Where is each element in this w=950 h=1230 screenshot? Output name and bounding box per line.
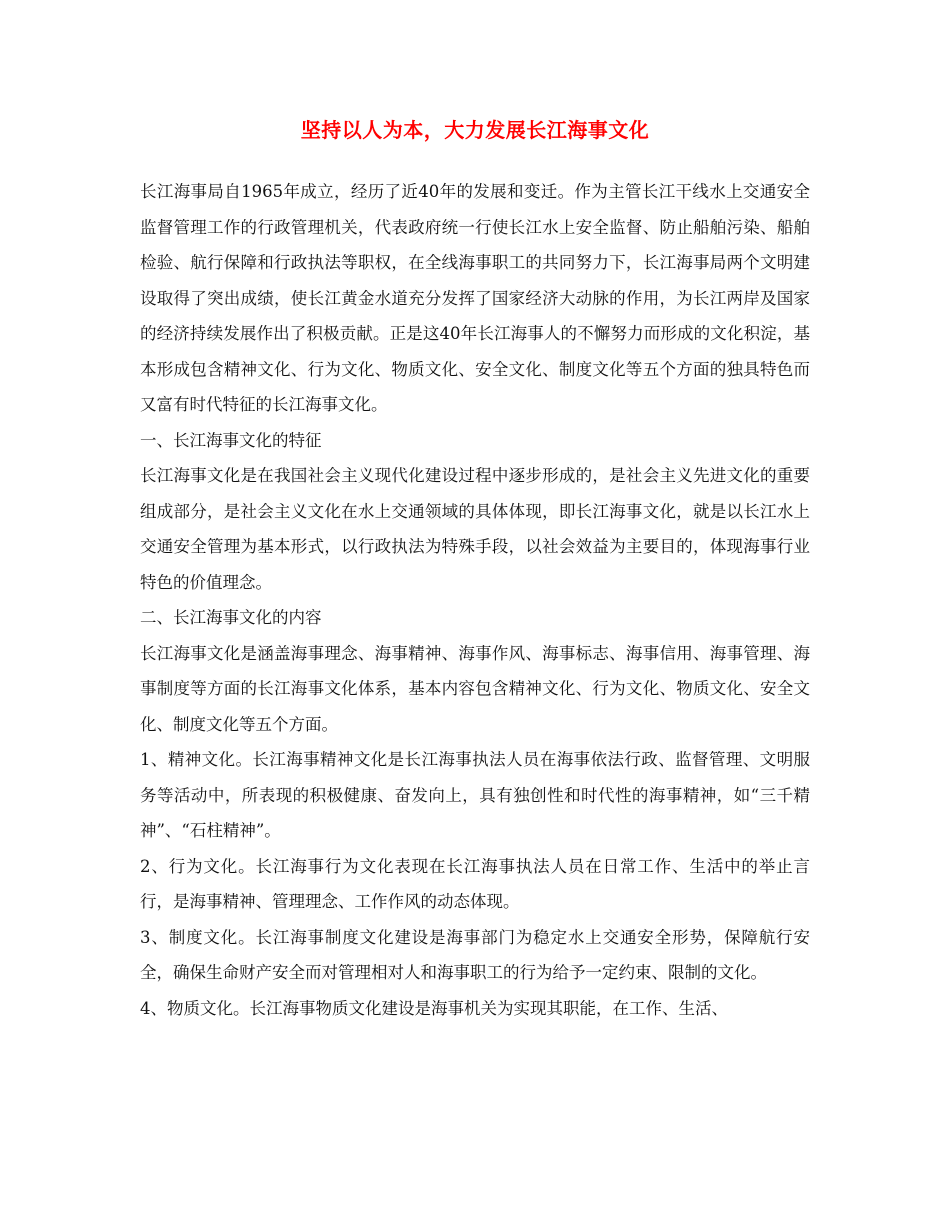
- paragraph-behavior-culture: 2、行为文化。长江海事行为文化表现在长江海事执法人员在日常工作、生活中的举止言行，是海事精神、管理理念、工作作风的动态体现。: [140, 856, 810, 911]
- paragraph-material-culture: 4、物质文化。长江海事物质文化建设是海事机关为实现其职能，在工作、生活、: [140, 998, 728, 1018]
- paragraph-system-culture: 3、制度文化。长江海事制度文化建设是海事部门为稳定水上交通安全形势，保障航行安全，确保生命财产安全而对管理相对人和海事职工的行为给予一定约束、限制的文化。: [140, 927, 810, 982]
- document-body: [140, 174, 810, 1026]
- paragraph-features: 长江海事文化是在我国社会主义现代化建设过程中逐步形成的，是社会主义先进文化的重要组成部分，是社会主义文化在水上交通领域的具体体现，即长江海事文化，就是以长江水上交通安全管理为基本形式，以行政执法为特殊手段，以社会效益为主要目的，体现海事行业特色的价值理念。: [140, 466, 810, 592]
- paragraph-intro: 长江海事局自1965年成立，经历了近40年的发展和变迁。作为主管长江干线水上交通安全监督管理工作的行政管理机关，代表政府统一行使长江水上安全监督、防止船舶污染、船舶检验、航行保障和行政执法等职权，在全线海事职工的共同努力下，长江海事局两个文明建设取得了突出成绩，使长江黄金水道充分发挥了国家经济大动脉的作用，为长江两岸及国家的经济持续发展作出了积极贡献。正是这40年长江海事人的不懈努力而形成的文化积淀，基本形成包含精神文化、行为文化、物质文化、安全文化、制度文化等五个方面的独具特色而又富有时代特征的长江海事文化。: [140, 182, 810, 414]
- paragraph-content: 长江海事文化是涵盖海事理念、海事精神、海事作风、海事标志、海事信用、海事管理、海事制度等方面的长江海事文化体系，基本内容包含精神文化、行为文化、物质文化、安全文化、制度文化等五个方面。: [140, 643, 810, 734]
- section-heading-content: 二、长江海事文化的内容: [140, 608, 322, 627]
- document-title: 坚持以人为本，大力发展长江海事文化: [300, 118, 650, 142]
- section-heading-features: 一、长江海事文化的特征: [140, 430, 322, 450]
- paragraph-spiritual-culture: 1、精神文化。长江海事精神文化是长江海事执法人员在海事依法行政、监督管理、文明服务等活动中，所表现的积极健康、奋发向上，具有独创性和时代性的海事精神，如“三千精神”、“石柱精神”。: [140, 750, 810, 840]
